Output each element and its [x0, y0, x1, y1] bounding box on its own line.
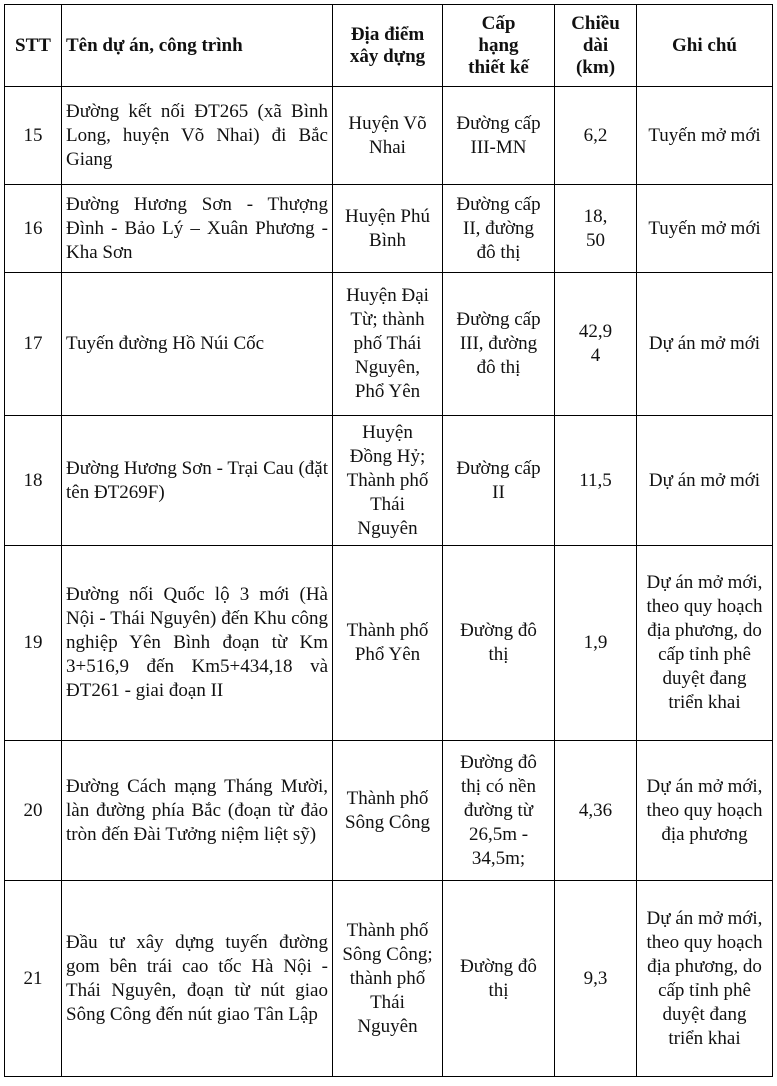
- cell-length: [555, 546, 637, 741]
- cell-note: [637, 546, 773, 741]
- cell-line: Từ; thành: [350, 309, 425, 330]
- cell-line: Phổ Yên: [354, 381, 421, 402]
- table-row: [5, 881, 773, 1077]
- cell-name: Đường Hương Sơn - Thượng Đình - Bảo Lý – Xuân Phương - Kha Sơn: [62, 185, 333, 273]
- table-row: [5, 416, 773, 546]
- cell-line: 26,5m -: [468, 823, 529, 845]
- cell-line: Đường đô: [460, 620, 537, 641]
- cell-line: 34,5m;: [471, 847, 526, 869]
- table-row: [5, 273, 773, 416]
- cell-line: Bình: [369, 229, 406, 251]
- cell-line: phố Thái: [353, 333, 422, 354]
- cell-line: Thái: [370, 991, 405, 1013]
- cell-line: Địa điểm: [350, 23, 425, 45]
- cell-line: 1,9: [583, 632, 608, 653]
- cell-line: 6,2: [583, 124, 608, 146]
- cell-stt: 19: [5, 546, 62, 741]
- cell-stt: 15: [5, 87, 62, 185]
- cell-line: theo quy hoạch: [646, 799, 763, 821]
- cell-name: Tuyến đường Hồ Núi Cốc: [62, 273, 333, 416]
- header-length: [555, 5, 637, 87]
- cell-line: Tuyến mở mới: [648, 217, 761, 239]
- cell-line: đô thị: [476, 241, 521, 263]
- cell-line: Đường cấp: [456, 457, 541, 479]
- cell-line: Đường đô: [460, 751, 537, 773]
- cell-line: Nguyên,: [355, 357, 420, 378]
- cell-line: Tuyến mở mới: [648, 124, 761, 146]
- cell-line: Dự án mở mới,: [646, 775, 763, 797]
- cell-line: thị: [488, 644, 509, 665]
- table-row: [5, 546, 773, 741]
- cell-length: [555, 87, 637, 185]
- cell-line: Thái: [370, 493, 405, 515]
- cell-name: Đầu tư xây dựng tuyến đường gom bên trái cao tốc Hà Nội - Thái Nguyên, đoạn từ nút giao Sông Công đến nút giao Tân Lập: [62, 881, 333, 1077]
- cell-line: III-MN: [470, 136, 527, 158]
- cell-line: thị: [488, 979, 509, 1001]
- header-stt: STT: [5, 5, 62, 87]
- cell-grade: [443, 416, 555, 546]
- cell-line: theo quy hoạch: [646, 596, 763, 617]
- cell-line: 42,9: [578, 321, 613, 342]
- cell-stt: 17: [5, 273, 62, 416]
- header-name: Tên dự án, công trình: [62, 5, 333, 87]
- cell-line: Huyện Võ: [348, 112, 427, 134]
- cell-grade: [443, 185, 555, 273]
- table-row: [5, 741, 773, 881]
- cell-line: hạng: [478, 34, 519, 56]
- cell-location: [333, 546, 443, 741]
- cell-line: Chiều: [571, 12, 620, 34]
- cell-line: cấp tỉnh phê: [658, 979, 751, 1001]
- cell-note: [637, 881, 773, 1077]
- cell-location: [333, 87, 443, 185]
- cell-name: Đường nối Quốc lộ 3 mới (Hà Nội - Thái Nguyên) đến Khu công nghiệp Yên Bình đoạn từ Km 3+516,9 đến Km5+434,18 và ĐT261 - giai đoạn II: [62, 546, 333, 741]
- cell-line: Đồng Hỷ;: [349, 445, 426, 467]
- cell-line: dài: [582, 34, 609, 56]
- header-grade: [443, 5, 555, 87]
- cell-line: Đường cấp: [456, 309, 541, 330]
- cell-line: Phổ Yên: [354, 644, 421, 665]
- cell-stt: 18: [5, 416, 62, 546]
- cell-line: 9,3: [583, 967, 608, 989]
- cell-location: [333, 185, 443, 273]
- cell-line: Nhai: [369, 136, 406, 158]
- cell-line: đường từ: [463, 799, 534, 821]
- cell-line: 18,: [583, 205, 608, 227]
- cell-length: [555, 416, 637, 546]
- cell-line: theo quy hoạch: [646, 931, 763, 953]
- cell-location: [333, 273, 443, 416]
- cell-line: 50: [586, 229, 605, 251]
- header-row: [5, 5, 773, 87]
- cell-line: Thành phố: [346, 469, 429, 491]
- cell-line: Thành phố: [346, 787, 429, 809]
- cell-stt: 21: [5, 881, 62, 1077]
- cell-grade: [443, 546, 555, 741]
- cell-line: Sông Công: [345, 811, 430, 833]
- cell-line: III, đường: [459, 333, 538, 354]
- cell-line: địa phương, do: [647, 955, 762, 977]
- cell-line: 11,5: [579, 469, 612, 491]
- cell-line: Huyện Đại: [346, 285, 429, 306]
- cell-line: Cấp: [481, 12, 516, 34]
- cell-line: Dự án mở mới,: [646, 572, 763, 593]
- cell-line: duyệt đang: [662, 668, 747, 689]
- cell-name: Đường kết nối ĐT265 (xã Bình Long, huyện Võ Nhai) đi Bắc Giang: [62, 87, 333, 185]
- cell-line: Đường đô: [460, 955, 537, 977]
- header-note: Ghi chú: [637, 5, 773, 87]
- cell-line: Dự án mở mới,: [646, 907, 763, 929]
- table-row: [5, 87, 773, 185]
- cell-length: [555, 185, 637, 273]
- cell-grade: [443, 741, 555, 881]
- cell-note: [637, 273, 773, 416]
- cell-location: [333, 741, 443, 881]
- table-row: [5, 185, 773, 273]
- cell-line: Sông Công;: [342, 943, 433, 965]
- cell-length: [555, 881, 637, 1077]
- cell-line: Huyện: [362, 421, 413, 443]
- cell-line: Nguyên: [357, 1015, 418, 1037]
- cell-stt: 20: [5, 741, 62, 881]
- cell-grade: [443, 881, 555, 1077]
- cell-grade: [443, 87, 555, 185]
- cell-note: [637, 87, 773, 185]
- cell-line: II, đường: [463, 217, 534, 239]
- cell-line: 4: [590, 345, 601, 366]
- cell-line: II: [492, 481, 505, 503]
- cell-line: thành phố: [349, 967, 426, 989]
- header-location: [333, 5, 443, 87]
- cell-name: Đường Hương Sơn - Trại Cau (đặt tên ĐT269F): [62, 416, 333, 546]
- cell-line: Đường cấp: [456, 112, 541, 134]
- cell-line: Nguyên: [357, 517, 418, 539]
- cell-line: Dự án mở mới: [648, 333, 761, 354]
- cell-line: Dự án mở mới: [648, 469, 761, 491]
- cell-note: [637, 416, 773, 546]
- cell-line: Huyện Phú: [345, 205, 430, 227]
- cell-length: [555, 273, 637, 416]
- cell-line: đô thị: [476, 357, 521, 378]
- cell-line: thị có nền: [461, 775, 536, 797]
- cell-line: duyệt đang: [662, 1003, 747, 1025]
- cell-stt: 16: [5, 185, 62, 273]
- cell-line: Thành phố: [346, 919, 429, 941]
- cell-line: thiết kế: [468, 56, 529, 78]
- cell-line: Thành phố: [346, 620, 429, 641]
- cell-length: [555, 741, 637, 881]
- cell-grade: [443, 273, 555, 416]
- projects-table: [4, 4, 773, 1077]
- cell-note: [637, 185, 773, 273]
- cell-line: địa phương, do: [647, 620, 762, 641]
- cell-location: [333, 416, 443, 546]
- cell-line: triển khai: [668, 1027, 741, 1049]
- cell-line: địa phương: [661, 823, 748, 845]
- cell-line: 4,36: [578, 799, 613, 821]
- cell-line: Đường cấp: [456, 193, 541, 215]
- cell-name: Đường Cách mạng Tháng Mười, làn đường phía Bắc (đoạn từ đảo tròn đến Đài Tưởng niệm liệt sỹ): [62, 741, 333, 881]
- cell-line: xây dựng: [349, 45, 426, 67]
- cell-line: triển khai: [668, 692, 741, 713]
- cell-location: [333, 881, 443, 1077]
- cell-note: [637, 741, 773, 881]
- cell-line: (km): [575, 56, 616, 78]
- cell-line: cấp tỉnh phê: [658, 644, 751, 665]
